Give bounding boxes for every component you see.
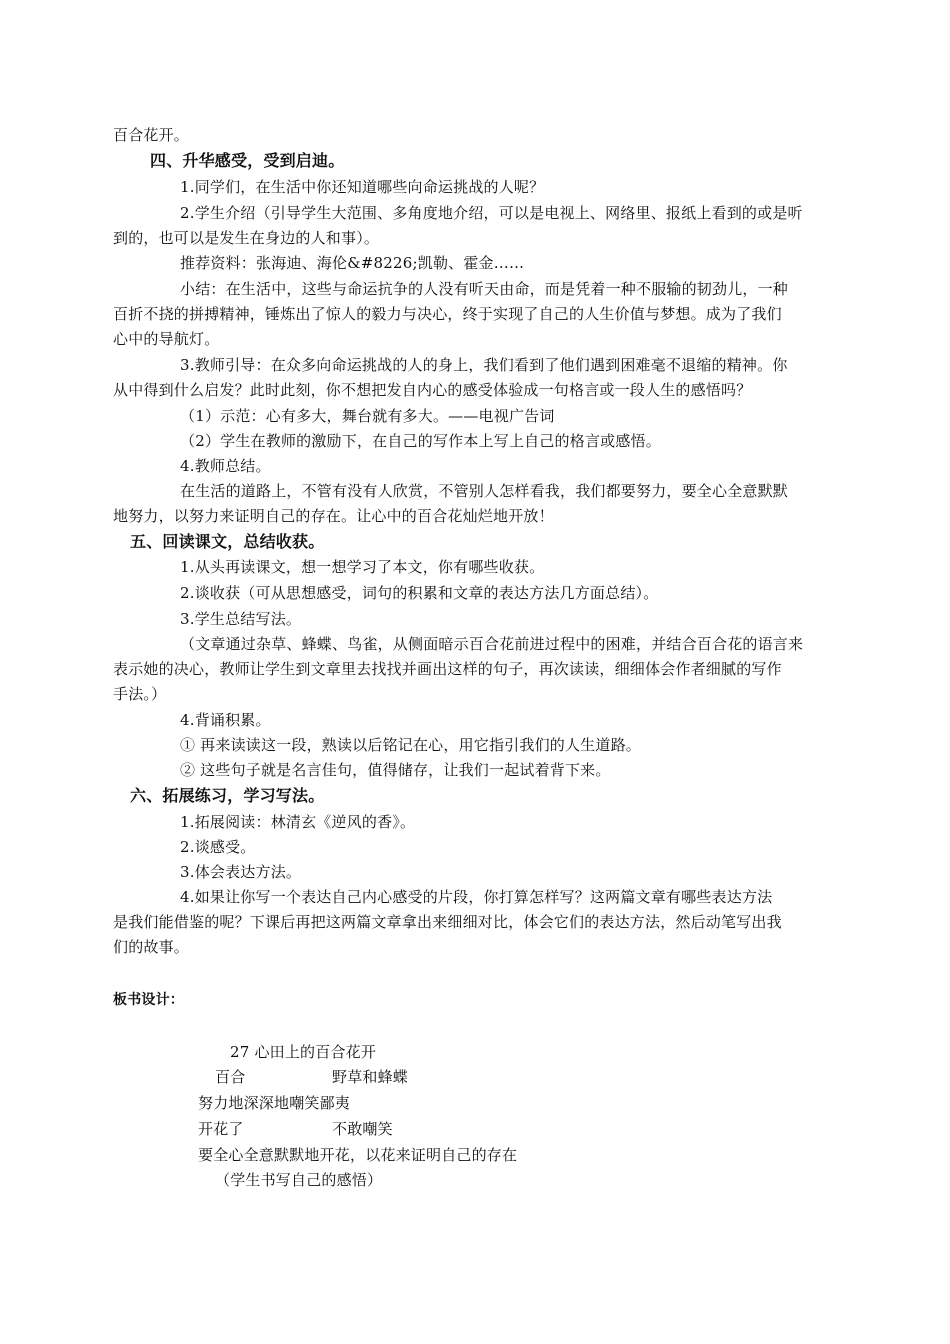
text-line: 4.如果让你写一个表达自己内心感受的片段，你打算怎样写？这两篇文章有哪些表达方法 <box>180 888 773 906</box>
text-line: 是我们能借鉴的呢？下课后再把这两篇文章拿出来细细对比，体会它们的表达方法，然后动笔写出我 <box>113 913 782 931</box>
text-line: 1.拓展阅读：林清玄《逆风的香》。 <box>180 813 416 831</box>
text-line: ① 再来读读这一段，熟读以后铭记在心，用它指引我们的人生道路。 <box>180 736 641 754</box>
text-line: 2.谈收获（可从思想感受，词句的积累和文章的表达方法几方面总结）。 <box>180 584 659 602</box>
blackboard-text: 要全心全意默默地开花，以花来证明自己的存在 <box>198 1146 518 1164</box>
text-line: 手法。） <box>113 685 167 703</box>
text-line: （文章通过杂草、蜂蝶、鸟雀，从侧面暗示百合花前进过程中的困难，并结合百合花的语言来 <box>180 635 804 653</box>
blackboard-design-label: 板书设计： <box>113 992 184 1008</box>
text-line: 到的，也可以是发生在身边的人和事）。 <box>113 229 380 247</box>
text-line: 心中的导航灯。 <box>113 330 220 348</box>
blackboard-text: 努力地深深地嘲笑鄙夷 <box>198 1094 351 1112</box>
text-line: 表示她的决心，教师让学生到文章里去找找并画出这样的句子，再次读读，细细体会作者细腻的写作 <box>113 660 782 678</box>
text-line: 4.背诵积累。 <box>180 711 271 729</box>
text-line: （2）学生在教师的激励下，在自己的写作本上写上自己的格言或感悟。 <box>180 432 661 450</box>
blackboard-text: （学生书写自己的感悟） <box>215 1171 383 1189</box>
blackboard-title: 27 心田上的百合花开 <box>230 1043 377 1061</box>
text-line: ② 这些句子就是名言佳句，值得储存，让我们一起试着背下来。 <box>180 761 611 779</box>
section-heading: 五、回读课文，总结收获。 <box>130 532 325 551</box>
section-heading: 四、升华感受，受到启迪。 <box>150 151 345 170</box>
text-line: 地努力，以努力来证明自己的存在。让心中的百合花灿烂地开放！ <box>113 507 554 525</box>
blackboard-text: 开花了 <box>198 1120 244 1138</box>
text-line: 百折不挠的拼搏精神，锤炼出了惊人的毅力与决心，终于实现了自己的人生价值与梦想。成为了我们 <box>113 305 782 323</box>
text-line: 在生活的道路上，不管有没有人欣赏，不管别人怎样看我，我们都要努力，要全心全意默默 <box>180 482 789 500</box>
text-line: 3.体会表达方法。 <box>180 863 302 881</box>
text-line: 1.同学们，在生活中你还知道哪些向命运挑战的人呢？ <box>180 178 545 196</box>
text-line: 3.教师引导：在众多向命运挑战的人的身上，我们看到了他们遇到困难毫不退缩的精神。你 <box>180 356 788 374</box>
text-line: 4.教师总结。 <box>180 457 271 475</box>
text-line: 从中得到什么启发？此时此刻，你不想把发自内心的感受体验成一句格言或一段人生的感悟吗？ <box>113 381 752 399</box>
text-line: 2.学生介绍（引导学生大范围、多角度地介绍，可以是电视上、网络里、报纸上看到的或是听 <box>180 204 803 222</box>
text-line: 们的故事。 <box>113 938 190 956</box>
blackboard-text: 野草和蜂蝶 <box>332 1068 409 1086</box>
text-line: 1.从头再读课文，想一想学习了本文，你有哪些收获。 <box>180 558 545 576</box>
text-line: （1）示范：心有多大，舞台就有多大。——电视广告词 <box>180 407 555 425</box>
blackboard-text: 百合 <box>215 1068 246 1086</box>
section-heading: 六、拓展练习，学习写法。 <box>130 786 325 805</box>
text-line: 百合花开。 <box>113 126 190 144</box>
text-line: 3.学生总结写法。 <box>180 610 302 628</box>
text-line: 推荐资料：张海迪、海伦&#8226;凯勒、霍金…… <box>180 254 525 272</box>
text-line: 小结：在生活中，这些与命运抗争的人没有听天由命，而是凭着一种不服输的韧劲儿，一种 <box>180 280 789 298</box>
text-line: 2.谈感受。 <box>180 838 256 856</box>
blackboard-text: 不敢嘲笑 <box>332 1120 393 1138</box>
